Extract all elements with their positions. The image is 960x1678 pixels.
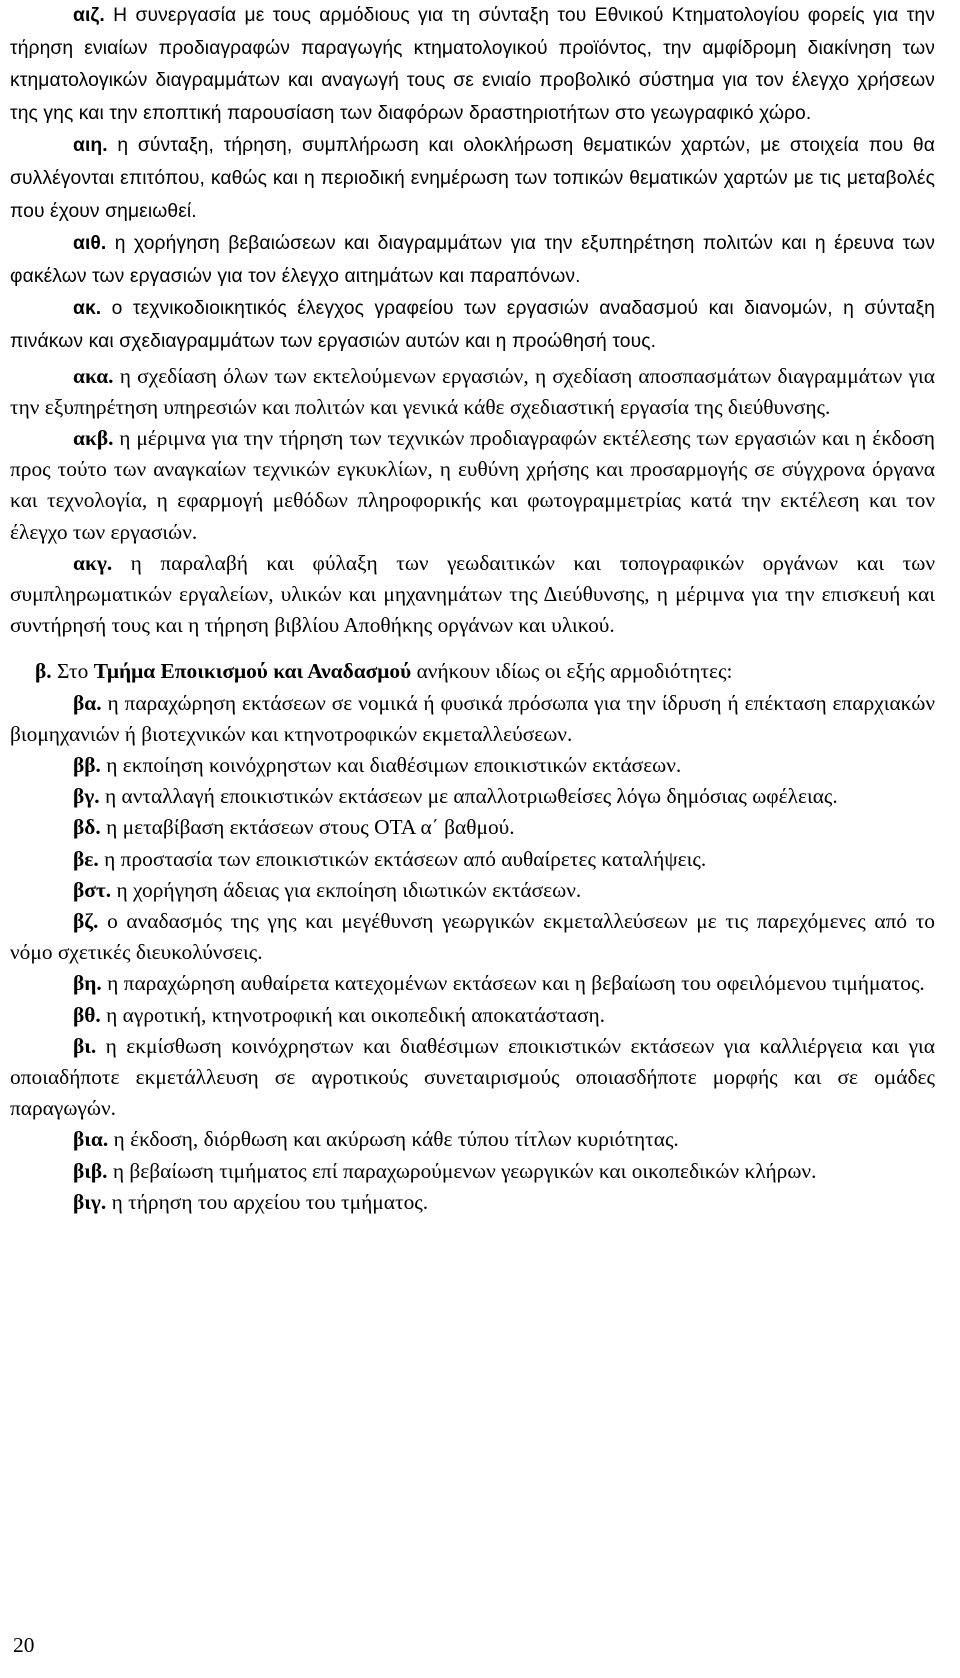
item-text: η παραχώρηση αυθαίρετα κατεχομένων εκτάσεων και η βεβαίωση του οφειλόμενου τιμήματος. <box>101 971 925 996</box>
item-label: ακα. <box>73 363 114 388</box>
item-text: η σχεδίαση όλων των εκτελούμενων εργασιών, η σχεδίαση αποσπασμάτων διαγραμμάτων για την εξυπηρέτηση υπηρεσιών και πολιτών και γενικά κάθε σχεδιαστική εργασία της διεύθυνσης. <box>10 363 935 419</box>
page-number: 20 <box>13 1633 35 1657</box>
item-text: η εκποίηση κοινόχρηστων και διαθέσιμων εποικιστικών εκτάσεων. <box>100 752 682 777</box>
list-item <box>10 361 935 423</box>
section-b-prefix: β. <box>35 659 52 684</box>
list-item <box>10 228 935 293</box>
list-item <box>10 423 935 548</box>
list-item <box>10 688 935 750</box>
list-item <box>10 0 935 130</box>
section-b-lead: Στο <box>51 659 94 684</box>
list-item <box>10 548 935 642</box>
item-label: ακ. <box>73 298 102 320</box>
section-b-department: Τμήμα Εποικισμού και Αναδασμού <box>93 659 412 684</box>
section-b-tail: ανήκουν ιδίως οι εξής αρμοδιότητες: <box>411 659 733 684</box>
item-label: βζ. <box>73 908 99 933</box>
list-item <box>10 812 935 843</box>
item-text: η βεβαίωση τιμήματος επί παραχωρούμενων γεωργικών και οικοπεδικών κλήρων. <box>107 1158 817 1183</box>
list-item <box>10 1124 935 1155</box>
item-text: ο τεχνικοδιοικητικός έλεγχος γραφείου των εργασιών αναδασμού και διανομών, η σύνταξη πινάκων και σχεδιαγραμμάτων των εργασιών αυτών και η προώθησή τους. <box>10 298 935 352</box>
item-label: βιγ. <box>73 1189 107 1214</box>
item-label: ακβ. <box>73 425 114 450</box>
item-label: βστ. <box>73 877 112 902</box>
item-label: ακγ. <box>73 550 113 575</box>
item-label: βα. <box>73 690 102 715</box>
item-text: η παραχώρηση εκτάσεων σε νομικά ή φυσικά πρόσωπα για την ίδρυση ή επέκταση επαρχιακών βιομηχανιών ή βιοτεχνικών και κτηνοτροφικών εκμεταλλεύσεων. <box>10 690 935 746</box>
item-text: η σύνταξη, τήρηση, συμπλήρωση και ολοκλήρωση θεματικών χαρτών, με στοιχεία που θα συλλέγονται επιτόπου, καθώς και η περιοδική ενημέρωση των τοπικών θεματικών χαρτών με τις μεταβολές που έχουν σημειωθεί. <box>10 135 935 222</box>
item-label: βδ. <box>73 815 101 840</box>
item-label: ββ. <box>73 752 101 777</box>
list-item <box>10 1187 935 1218</box>
list-item <box>10 968 935 999</box>
list-item <box>10 1031 935 1125</box>
section-b-heading <box>10 656 935 687</box>
item-text: η εκμίσθωση κοινόχρηστων και διαθέσιμων εποικιστικών εκτάσεων για καλλιέργεια και για οποιαδήποτε εκμετάλλευση σε αγροτικούς συνεταιρισμούς οποιασδήποτε μορφής και σε ομάδες παραγωγών. <box>10 1033 935 1121</box>
item-text: Η συνεργασία με τους αρμόδιους για τη σύνταξη του Εθνικού Κτηματολογίου φορείς για την τήρηση ενιαίων προδιαγραφών παραγωγής κτηματολογικού προϊόντος, την αμφίδρομη διακίνηση των κτηματολογικών διαγραμμάτων και αναγωγή τους σε ενιαίο προβολικό σύστημα για τον έλεγχο χρήσεων της γης και την εποπτική παρουσίαση των διαφόρων δραστηριοτήτων στο γεωγραφικό χώρο. <box>10 5 935 124</box>
item-text: η τήρηση του αρχείου του τμήματος. <box>106 1189 429 1214</box>
list-item <box>10 906 935 968</box>
item-label: βε. <box>73 846 99 871</box>
item-text: η έκδοση, διόρθωση και ακύρωση κάθε τύπου τίτλων κυριότητας. <box>108 1127 679 1152</box>
item-text: η ανταλλαγή εποικιστικών εκτάσεων με απαλλοτριωθείσες λόγω δημόσιας ωφέλειας. <box>99 784 838 809</box>
section-a-sans-items <box>10 0 935 359</box>
item-label: αιη. <box>73 135 108 157</box>
list-item <box>10 1000 935 1031</box>
document-page <box>10 0 935 1218</box>
item-label: βι. <box>73 1033 97 1058</box>
item-label: βιβ. <box>73 1158 108 1183</box>
item-label: αιθ. <box>73 233 107 255</box>
item-text: η χορήγηση βεβαιώσεων και διαγραμμάτων για την εξυπηρέτηση πολιτών και η έρευνα των φακέλων των εργασιών για τον έλεγχο αιτημάτων και παραπόνων. <box>10 233 935 287</box>
list-item <box>10 130 935 228</box>
item-text: η μεταβίβαση εκτάσεων στους ΟΤΑ α΄ βαθμού. <box>100 815 515 840</box>
item-text: η παραλαβή και φύλαξη των γεωδαιτικών και τοπογραφικών οργάνων και των συμπληρωματικών εργαλείων, υλικών και μηχανημάτων της Διεύθυνσης, η μέριμνα για την επισκευή και συντήρησή τους και η τήρηση βιβλίου Αποθήκης οργάνων και υλικού. <box>10 550 935 638</box>
item-text: η χορήγηση άδειας για εκποίηση ιδιωτικών εκτάσεων. <box>111 877 582 902</box>
section-a-serif-items <box>10 361 935 642</box>
list-item <box>10 875 935 906</box>
item-text: η μέριμνα για την τήρηση των τεχνικών προδιαγραφών εκτέλεσης των εργασιών και η έκδοση προς τούτο των αναγκαίων τεχνικών εγκυκλίων, η ευθύνη χρήσης και προσαρμογής σε σύγχρονα όργανα και τεχνολογία, η εφαρμογή μεθόδων πληροφορικής και φωτογραμμετρίας κατά την εκτέλεση και τον έλεγχο των εργασιών. <box>10 425 935 544</box>
item-text: ο αναδασμός της γης και μεγέθυνση γεωργικών εκμεταλλεύσεων με τις παρεχόμενες από το νόμο σχετικές διευκολύνσεις. <box>10 908 935 965</box>
list-item <box>10 844 935 875</box>
item-label: βια. <box>73 1127 109 1152</box>
item-label: βγ. <box>73 784 100 809</box>
list-item <box>10 781 935 812</box>
list-item <box>10 750 935 781</box>
item-label: βη. <box>73 971 102 996</box>
item-label: βθ. <box>73 1002 101 1027</box>
section-b-items <box>10 688 935 1218</box>
item-text: η προστασία των εποικιστικών εκτάσεων από αυθαίρετες καταλήψεις. <box>98 846 707 871</box>
list-item <box>10 1156 935 1187</box>
item-text: η αγροτική, κτηνοτροφική και οικοπεδική αποκατάσταση. <box>100 1002 606 1027</box>
list-item <box>10 293 935 358</box>
item-label: αιζ. <box>73 5 105 26</box>
